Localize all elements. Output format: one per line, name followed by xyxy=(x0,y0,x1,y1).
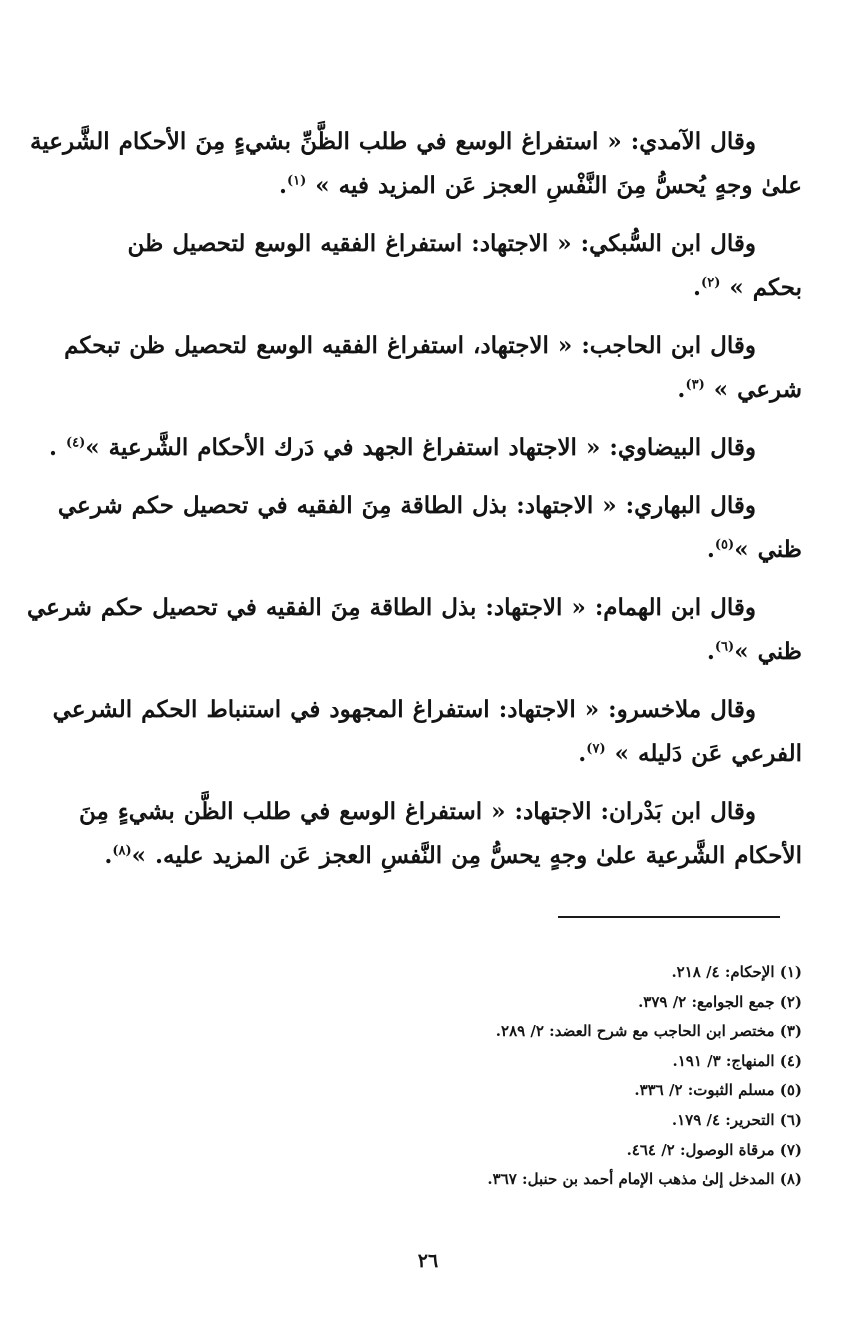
paragraph-end: . xyxy=(693,274,702,301)
definition-paragraph-7 xyxy=(50,688,802,776)
paragraph-line-text: بحكم » xyxy=(729,274,802,301)
paragraph-end: . xyxy=(104,842,113,869)
footnote-reference: (٨) xyxy=(112,843,132,859)
paragraph-line-text: علىٰ وجهٍ يُحسُّ مِنَ النَّفْسِ العجز عَن المزيد فيه » xyxy=(315,172,802,199)
paragraph-line xyxy=(50,630,802,674)
paragraph-line-text: الفرعي عَن دَليله » xyxy=(614,740,802,767)
paragraph-line-text: ظني » xyxy=(734,536,802,563)
definition-paragraph-8 xyxy=(50,790,802,878)
paragraph-line xyxy=(50,732,802,776)
paragraph-end: . xyxy=(578,740,587,767)
paragraph-line: وقال ملاخسرو: « الاجتهاد: استفراغ المجهود في استنباط الحكم الشرعي xyxy=(52,696,756,723)
main-text-body xyxy=(27,120,802,892)
footnote-item: (٨) المدخل إلىٰ مذهب الإمام أحمد بن حنبل: ٣٦٧. xyxy=(487,1170,802,1189)
paragraph-line xyxy=(50,164,802,208)
footnote-reference: (٢) xyxy=(701,275,721,291)
paragraph-end: . xyxy=(706,536,715,563)
footnote-reference: (١) xyxy=(286,173,307,189)
page-number: ٢٦ xyxy=(417,1250,439,1272)
paragraph-line: وقال ابن السُّبكي: « الاجتهاد: استفراغ الفقيه الوسع لتحصيل ظن xyxy=(127,230,756,257)
paragraph-line xyxy=(50,528,802,572)
footnote-item: (٤) المنهاج: ٣/ ١٩١. xyxy=(672,1051,802,1070)
footnote-item: (١) الإحكام: ٤/ ٢١٨. xyxy=(671,963,802,981)
definition-paragraph-3 xyxy=(50,324,802,412)
paragraph-end: . xyxy=(48,434,66,461)
footnote-separator xyxy=(558,916,780,918)
footnote-reference: (٧) xyxy=(586,741,606,757)
paragraph-line: وقال البهاري: « الاجتهاد: بذل الطاقة مِنَ الفقيه في تحصيل حكم شرعي xyxy=(57,492,756,519)
paragraph-line xyxy=(50,426,802,470)
footnotes-list xyxy=(102,958,802,1195)
definition-paragraph-4 xyxy=(50,426,802,470)
paragraph-end: . xyxy=(278,172,287,199)
footnote-item: (٦) التحرير: ٤/ ١٧٩. xyxy=(671,1110,802,1129)
definition-paragraph-5 xyxy=(50,484,802,572)
footnote-reference: (٤) xyxy=(66,435,86,451)
paragraph-line xyxy=(50,834,802,878)
paragraph-line xyxy=(50,266,802,310)
footnote-reference: (٦) xyxy=(714,639,735,655)
paragraph-line-text: شرعي » xyxy=(713,376,802,403)
paragraph-line: وقال الآمدي: « استفراغ الوسع في طلب الظَّنِّ بشيءٍ مِنَ الأحكام الشَّرعية xyxy=(30,128,756,155)
paragraph-line-text: ظني » xyxy=(734,638,802,665)
paragraph-line: وقال ابن الهمام: « الاجتهاد: بذل الطاقة مِنَ الفقيه في تحصيل حكم شرعي xyxy=(27,594,756,621)
footnote-reference: (٥) xyxy=(714,537,735,553)
footnote-item: (٥) مسلم الثبوت: ٢/ ٣٣٦. xyxy=(634,1081,802,1100)
footnote-item: (٧) مرقاة الوصول: ٢/ ٤٦٤. xyxy=(626,1140,802,1159)
paragraph-end: . xyxy=(677,376,686,403)
footnote-item: (٢) جمع الجوامع: ٢/ ٣٧٩. xyxy=(638,992,802,1011)
paragraph-line: وقال ابن الحاجب: « الاجتهاد، استفراغ الفقيه الوسع لتحصيل ظن تبحكم xyxy=(64,332,756,359)
definition-paragraph-1 xyxy=(30,120,802,208)
paragraph-line-text: الأحكام الشَّرعية علىٰ وجهٍ يحسُّ مِن النَّفسِ العجز عَن المزيد عليه. » xyxy=(131,842,802,869)
footnote-reference: (٣) xyxy=(685,377,705,393)
definition-paragraph-2 xyxy=(50,222,802,310)
paragraph-end: . xyxy=(706,638,715,665)
paragraph-line: وقال ابن بَدْران: الاجتهاد: « استفراغ الوسع في طلب الظَّن بشيءٍ مِنَ xyxy=(79,798,756,825)
definition-paragraph-6 xyxy=(27,586,802,674)
footnote-item: (٣) مختصر ابن الحاجب مع شرح العضد: ٢/ ٢٨٩. xyxy=(495,1022,802,1041)
paragraph-line-text: وقال البيضاوي: « الاجتهاد استفراغ الجهد في دَرك الأحكام الشَّرعية » xyxy=(85,434,756,461)
paragraph-line xyxy=(50,368,802,412)
